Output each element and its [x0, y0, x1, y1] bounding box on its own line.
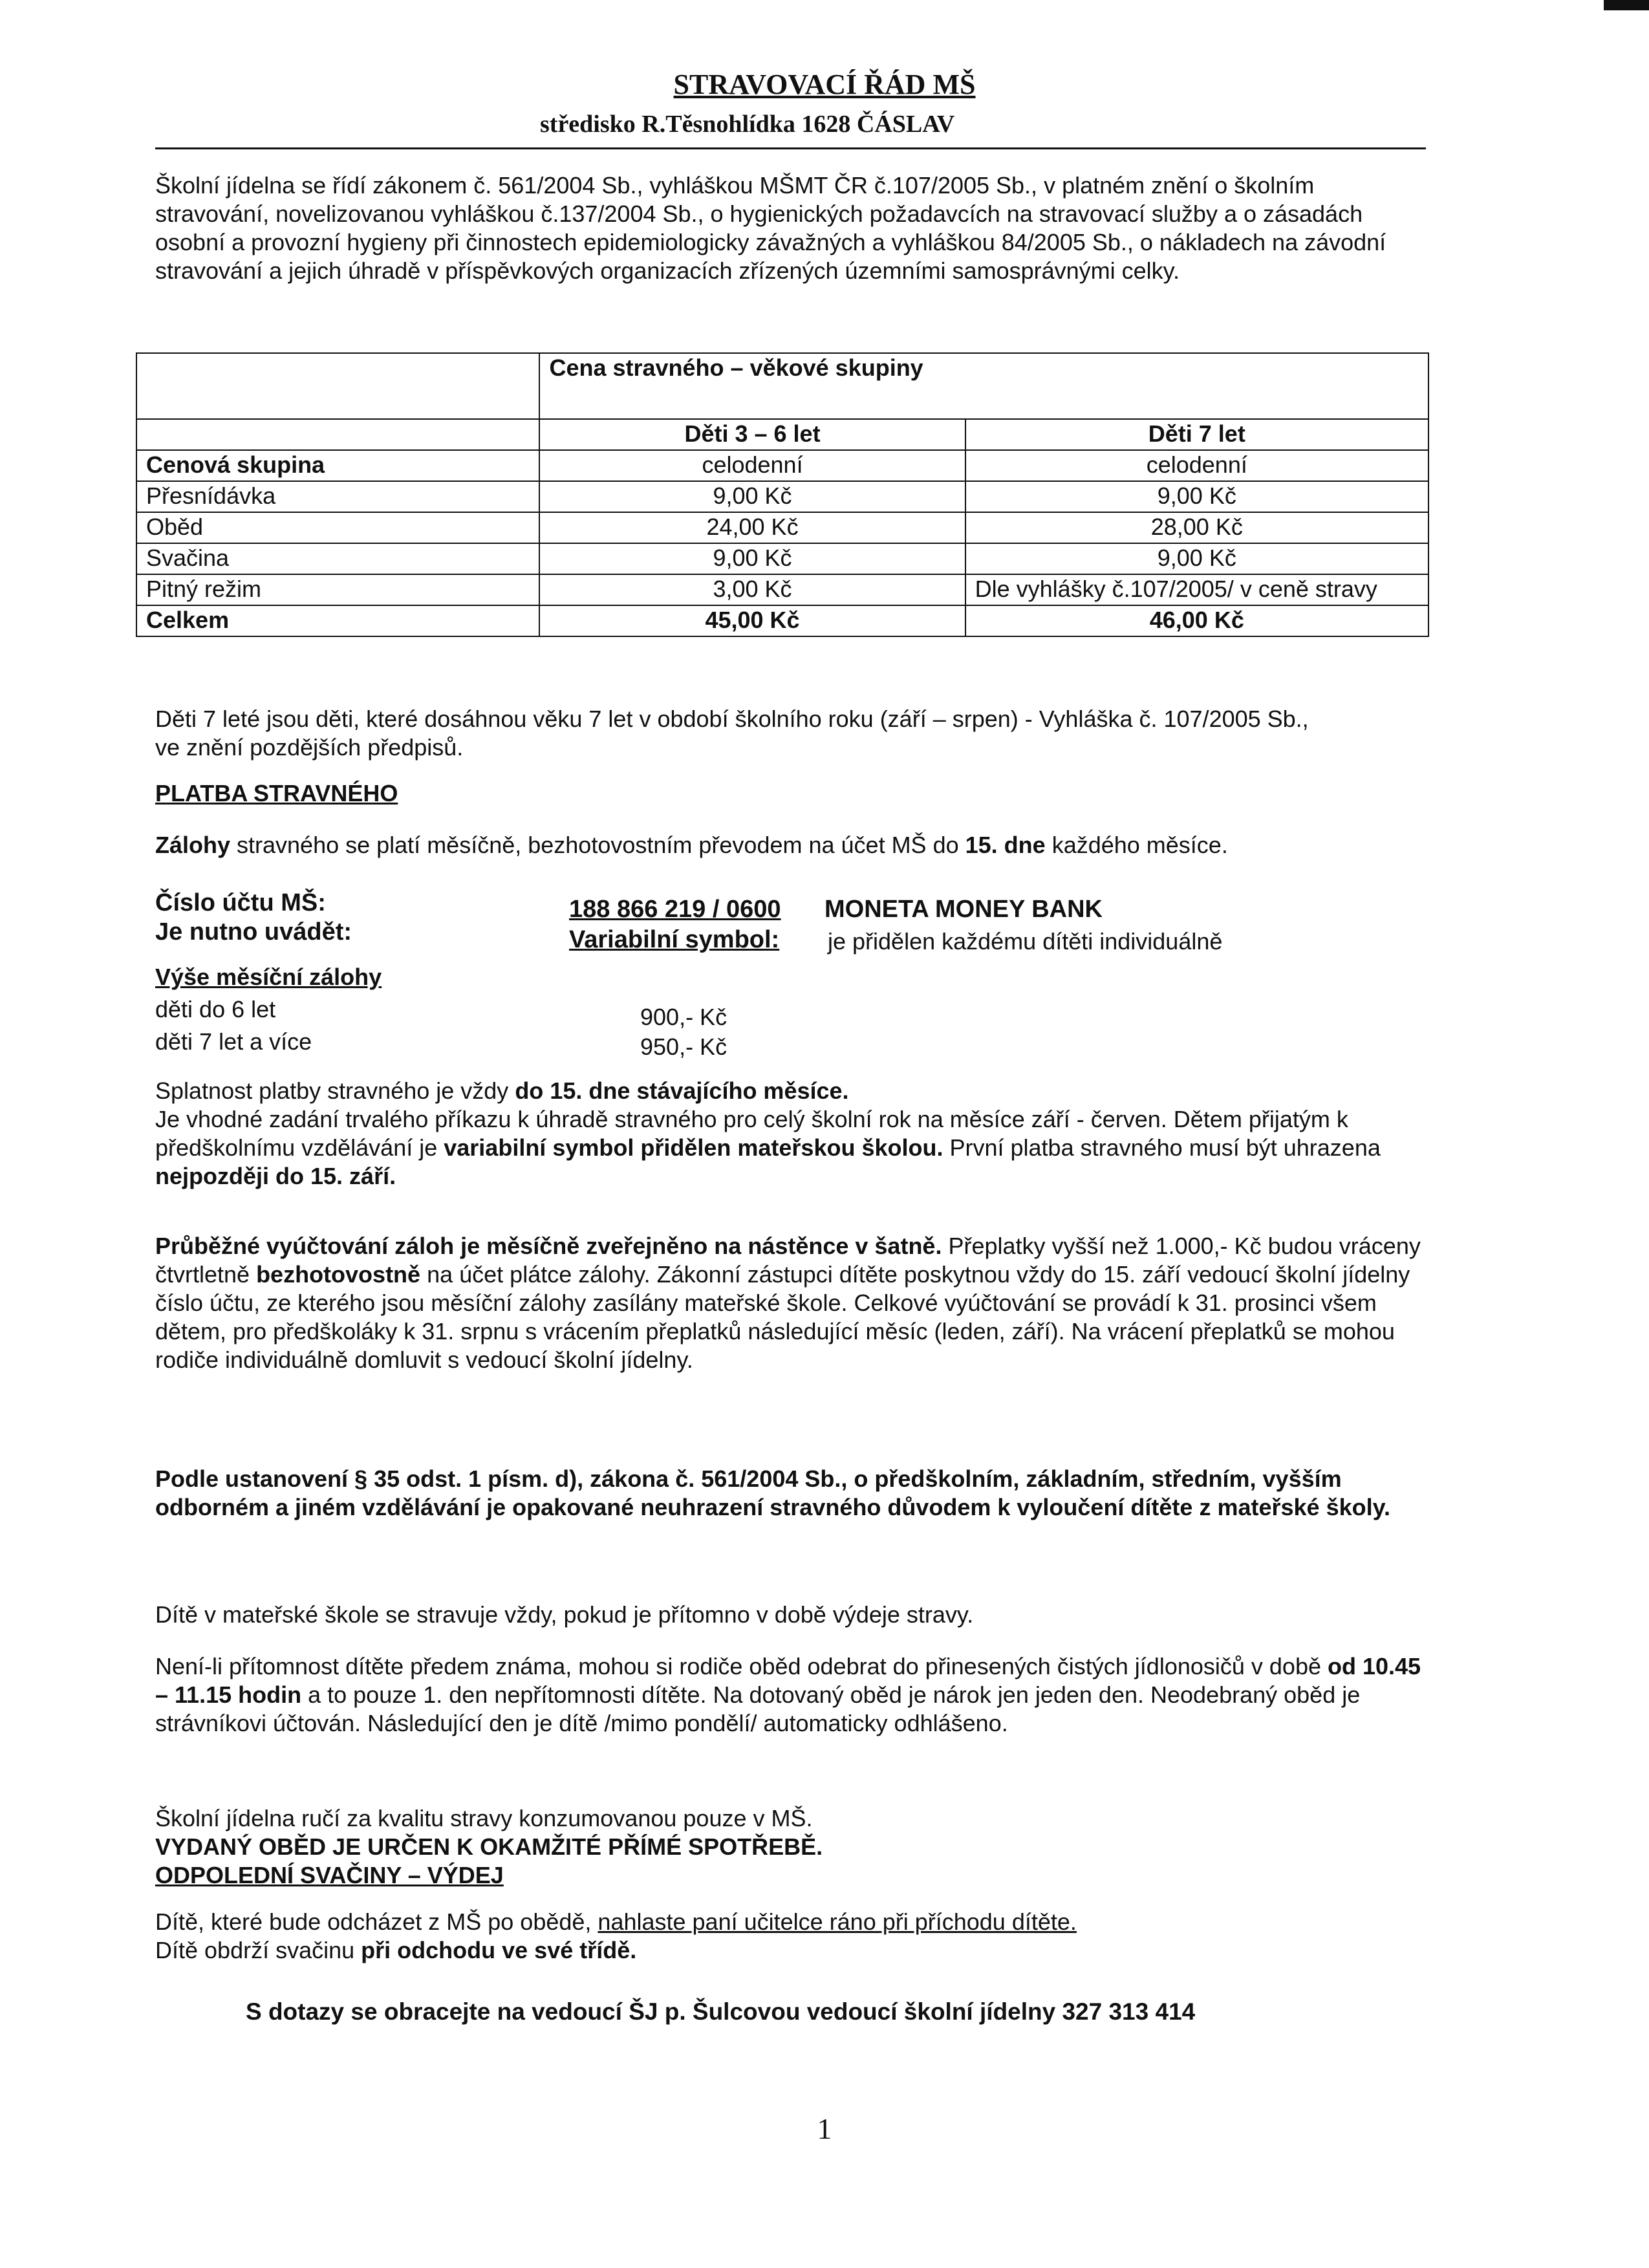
- row-value-a: 9,00 Kč: [539, 481, 965, 512]
- total-a: 45,00 Kč: [539, 605, 965, 636]
- col-header-3-6: Děti 3 – 6 let: [539, 419, 965, 450]
- advance-bold: Zálohy: [155, 832, 231, 858]
- table-row: [136, 481, 1428, 512]
- vs-label: Variabilní symbol:: [569, 926, 780, 953]
- vs-text: je přidělen každému dítěti individuálně: [828, 928, 1223, 955]
- header-divider: [155, 147, 1426, 149]
- afternoon-snack-heading: ODPOLEDNÍ SVAČINY – VÝDEJ: [155, 1862, 504, 1888]
- meals-paragraph-1: [155, 1601, 1423, 1629]
- table-row: [136, 512, 1428, 543]
- standing-deadline: nejpozději do 15. září.: [155, 1163, 396, 1189]
- total-label: Celkem: [136, 605, 539, 636]
- advance-text: stravného se platí měsíčně, bezhotovostním převodem na účet MŠ do: [230, 832, 965, 858]
- monthly-label-1: děti do 6 let: [155, 996, 276, 1022]
- standing-text-2: První platba stravného musí být uhrazena: [943, 1134, 1381, 1161]
- row-value-b: 9,00 Kč: [965, 481, 1428, 512]
- table-row: [136, 543, 1428, 574]
- col-label: Cenová skupina: [136, 450, 539, 481]
- row-value-a: 24,00 Kč: [539, 512, 965, 543]
- advance-end: každého měsíce.: [1045, 832, 1228, 858]
- document-subtitle: středisko R.Těsnohlídka 1628 ČÁSLAV: [540, 111, 955, 138]
- advance-paragraph: [155, 831, 1423, 859]
- standing-text: Je vhodné zadání trvalého příkazu k úhradě stravného pro celý školní rok na měsíce září - červen. Dětem přijatým k předškolnímu vzdělávání je: [155, 1106, 1348, 1161]
- settlement-method: bezhotovostně: [256, 1261, 421, 1288]
- law-text: Podle ustanovení § 35 odst. 1 písm. d), zákona č. 561/2004 Sb., o předškolním, základním, středním, vyšším odborném a jiném vzdělávání je opakované neuhrazení stravného důvodem k vyloučení dítěte z mateřské školy.: [155, 1465, 1390, 1520]
- required-label: Je nutno uvádět:: [155, 918, 352, 945]
- table-row: [136, 574, 1428, 605]
- age-note: [155, 705, 1319, 762]
- row-label: Přesnídávka: [136, 481, 539, 512]
- table-empty-cell: [136, 353, 539, 419]
- due-text: Splatnost platby stravného je vždy: [155, 1077, 515, 1104]
- intro-paragraph: [155, 171, 1423, 285]
- monthly-value-2: 950,- Kč: [640, 1033, 727, 1060]
- contact-line: S dotazy se obracejte na vedoucí ŠJ p. Šulcovou vedoucí školní jídelny 327 313 414: [246, 1998, 1196, 2025]
- settlement-paragraph: [155, 1232, 1423, 1374]
- standing-vs: variabilní symbol přidělen mateřskou školou.: [444, 1134, 943, 1161]
- quality-notice: VYDANÝ OBĚD JE URČEN K OKAMŽITÉ PŘÍMÉ SPOTŘEBĚ.: [155, 1833, 823, 1860]
- payment-heading: PLATBA STRAVNÉHO: [155, 780, 398, 806]
- snack-instruction: nahlaste paní učitelce ráno při příchodu dítěte.: [598, 1908, 1077, 1935]
- row-value-a: 3,00 Kč: [539, 574, 965, 605]
- meals-paragraph-2: [155, 1652, 1423, 1738]
- price-table: [136, 352, 1429, 637]
- settlement-text-2: na účet plátce zálohy. Zákonní zástupci dítěte poskytnou vždy do 15. září vedoucí školní jídelny číslo účtu, ze kterého jsou měsíční zálohy zasílány mateřské škole. Celkové vyúčtování se provádí k 31. prosinci všem dětem, pro předškoláky k 31. srpnu s vrácením přeplatků následující měsíc (leden, září). Na vrácení přeplatků se mohou rodiče individuálně domluvit s vedoucí školní jídelny.: [155, 1261, 1410, 1373]
- monthly-label-2: děti 7 let a více: [155, 1028, 312, 1055]
- quality-section: [155, 1804, 1423, 1890]
- row-label: Svačina: [136, 543, 539, 574]
- type-a: celodenní: [539, 450, 965, 481]
- table-age-row: [136, 419, 1428, 450]
- page-number: 1: [817, 2112, 832, 2145]
- type-b: celodenní: [965, 450, 1428, 481]
- meals-text-3: a to pouze 1. den nepřítomnosti dítěte. Na dotovaný oběd je nárok jen jeden den. Neodebraný oběd je strávníkovi účtován. Následující den je dítě /mimo pondělí/ automaticky odhlášeno.: [155, 1681, 1361, 1736]
- meals-text-2: Není-li přítomnost dítěte předem známa, mohou si rodiče oběd odebrat do přinesených čistých jídlonosičů v době: [155, 1653, 1328, 1679]
- settlement-text: Přeplatky vyšší než 1.000,- Kč budou vráceny čtvrtletně: [155, 1233, 1421, 1288]
- snack-text-2: Dítě obdrží svačinu: [155, 1937, 361, 1963]
- account-label: Číslo účtu MŠ:: [155, 889, 326, 916]
- table-type-row: [136, 450, 1428, 481]
- monthly-heading: Výše měsíční zálohy: [155, 964, 382, 990]
- table-header-row: [136, 353, 1428, 419]
- settlement-bold: Průběžné vyúčtování záloh je měsíčně zveřejněno na nástěnce v šatně.: [155, 1233, 942, 1259]
- total-b: 46,00 Kč: [965, 605, 1428, 636]
- col-header-7: Děti 7 let: [965, 419, 1428, 450]
- scan-corner-mark: [1604, 0, 1649, 10]
- snack-text: Dítě, které bude odcházet z MŠ po obědě,: [155, 1908, 598, 1935]
- account-number: 188 866 219 / 0600: [569, 896, 781, 923]
- row-value-b: Dle vyhlášky č.107/2005/ v ceně stravy: [965, 574, 1428, 605]
- snack-section: [155, 1908, 1423, 1965]
- document-title: STRAVOVACÍ ŘÁD MŠ: [673, 69, 976, 100]
- meals-text-1: Dítě v mateřské škole se stravuje vždy, pokud je přítomno v době výdeje stravy.: [155, 1601, 974, 1628]
- bank-name: MONETA MONEY BANK: [824, 896, 1103, 923]
- table-total-row: [136, 605, 1428, 636]
- row-label: Pitný režim: [136, 574, 539, 605]
- row-label: Oběd: [136, 512, 539, 543]
- table-group-header: Cena stravného – věkové skupiny: [539, 353, 1428, 419]
- row-value-b: 9,00 Kč: [965, 543, 1428, 574]
- due-date: do 15. dne stávajícího měsíce.: [515, 1077, 849, 1104]
- row-value-a: 9,00 Kč: [539, 543, 965, 574]
- due-paragraph: [155, 1077, 1423, 1191]
- age-note-text: Děti 7 leté jsou děti, které dosáhnou věku 7 let v období školního roku (září – srpen) - Vyhláška č. 107/2005 Sb., ve znění pozdějších předpisů.: [155, 706, 1309, 761]
- row-value-b: 28,00 Kč: [965, 512, 1428, 543]
- monthly-value-1: 900,- Kč: [640, 1004, 727, 1030]
- advance-day: 15. dne: [965, 832, 1046, 858]
- law-paragraph: [155, 1465, 1423, 1522]
- table-empty-cell: [136, 419, 539, 450]
- snack-pickup: při odchodu ve své třídě.: [361, 1937, 637, 1963]
- intro-text: Školní jídelna se řídí zákonem č. 561/2004 Sb., vyhláškou MŠMT ČR č.107/2005 Sb., v platném znění o školním stravování, novelizovanou vyhláškou č.137/2004 Sb., o hygienických požadavcích na stravovací služby a o zásadách osobní a provozní hygieny při činnostech epidemiologicky závažných a vyhláškou 84/2005 Sb., o nákladech na závodní stravování a jejich úhradě v příspěvkových organizacích zřízených územními samosprávnými celky.: [155, 172, 1386, 284]
- meals-pickup-time: od 10.45 – 11.15 hodin: [155, 1653, 1421, 1708]
- quality-text: Školní jídelna ručí za kvalitu stravy konzumovanou pouze v MŠ.: [155, 1805, 813, 1831]
